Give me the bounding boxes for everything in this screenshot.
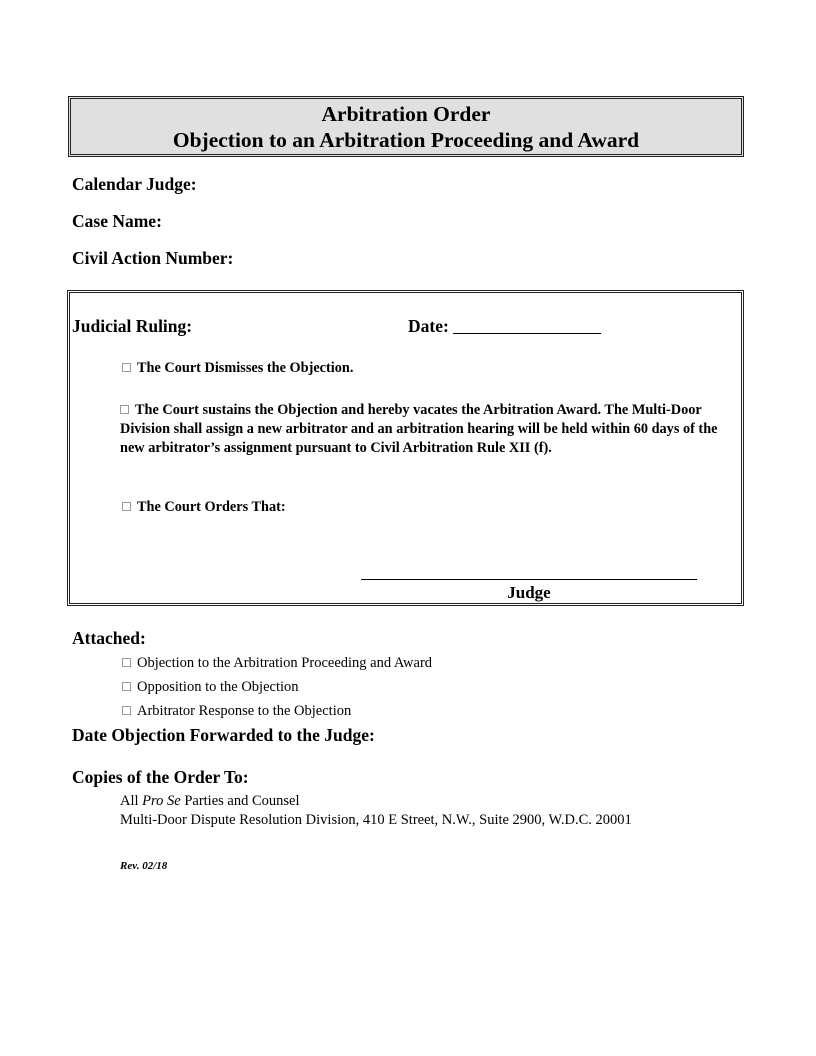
option-dismiss-text: The Court Dismisses the Objection. [137,360,354,376]
copies-label: Copies of the Order To: [72,767,249,787]
checkbox-attached-arbitrator-response[interactable] [122,706,131,715]
checkbox-dismiss[interactable] [122,363,131,372]
copies-line-parties: All Pro Se Parties and Counsel [120,793,300,809]
option-dismiss [122,359,353,378]
judge-label: Judge [507,583,551,602]
title-box [68,96,744,157]
attached-item: Opposition to the Objection [122,678,299,696]
option-sustain-text: The Court sustains the Objection and hereby vacates the Arbitration Award. The Multi-Door Division shall assign a new arbitrator and an arbitration hearing will be held within 60 days of the new arbitrator’s assignment pursuant to Civil Arbitration Rule XII (f). [120,402,718,456]
checkbox-attached-opposition[interactable] [122,682,131,691]
copies-line-division: Multi-Door Dispute Resolution Division, 410 E Street, N.W., Suite 2900, W.D.C. 20001 [120,812,632,828]
attached-item: Objection to the Arbitration Proceeding and Award [122,654,432,672]
revision-label: Rev. 02/18 [120,860,168,872]
attached-label: Attached: [72,628,146,648]
option-orders [122,498,286,517]
checkbox-attached-objection[interactable] [122,658,131,667]
checkbox-sustain[interactable] [120,405,129,414]
civil-action-number-label: Civil Action Number: [72,248,234,268]
option-orders-text: The Court Orders That: [137,499,286,515]
date-line[interactable] [453,333,601,334]
attached-item: Arbitrator Response to the Objection [122,702,351,720]
judge-signature-line[interactable] [361,579,697,580]
form-subtitle: Objection to an Arbitration Proceeding and Award [172,128,640,152]
date-forwarded-label: Date Objection Forwarded to the Judge: [72,725,375,745]
checkbox-orders[interactable] [122,502,131,511]
judicial-ruling-label: Judicial Ruling: [72,316,193,336]
case-name-label: Case Name: [72,211,162,231]
date-label: Date: [408,316,449,336]
option-sustain [120,401,736,458]
calendar-judge-label: Calendar Judge: [72,174,197,194]
form-title: Arbitration Order [321,102,491,126]
